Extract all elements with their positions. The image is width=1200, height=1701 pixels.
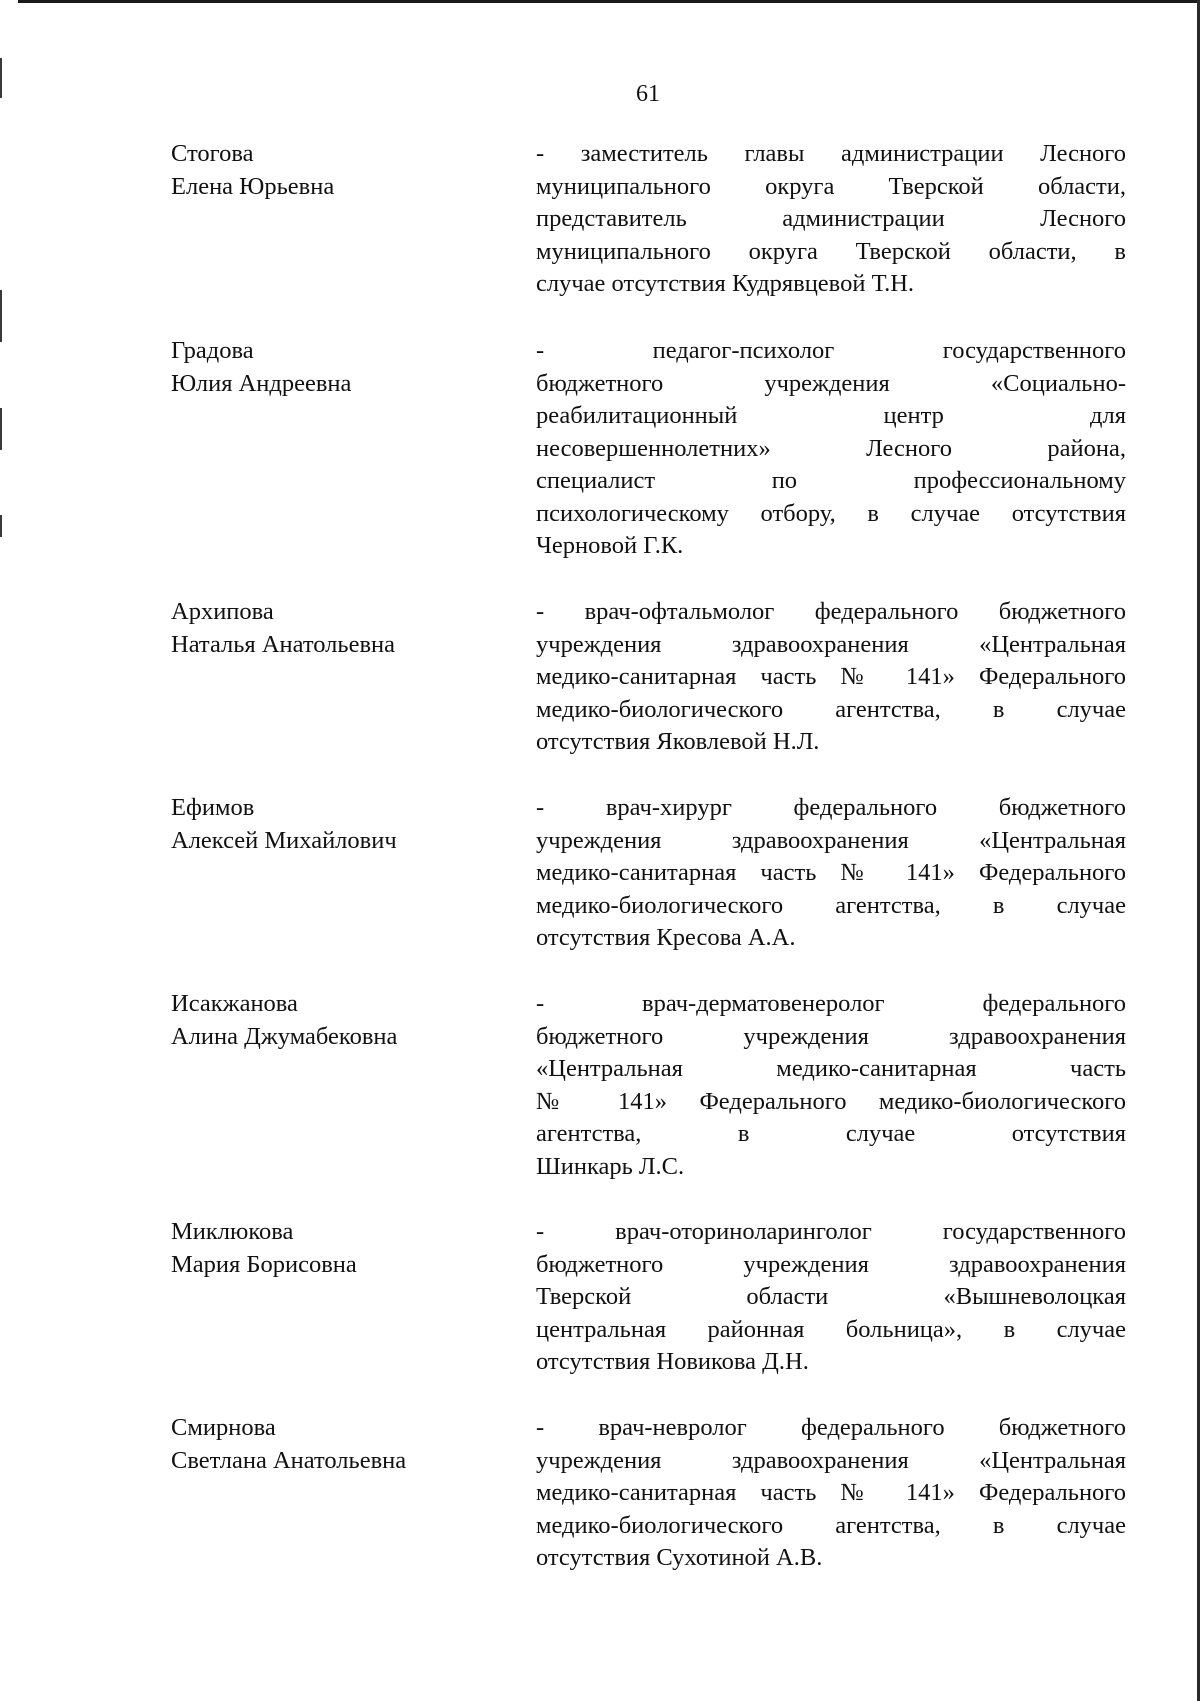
member-name (171, 1216, 501, 1281)
member-role-line: Шинкарь Л.С. (536, 1152, 685, 1180)
member-role-line: «Центральная медико-санитарная часть (536, 1055, 1126, 1082)
member-role-line: психологическому отбору, в случае отсутствия (536, 499, 1126, 527)
member-surname: Архипова (171, 598, 274, 625)
member-surname: Ефимов (171, 794, 255, 821)
member-role-line: представитель администрации Лесного (536, 205, 1126, 232)
member-role (536, 988, 1126, 1183)
member-name (171, 988, 501, 1053)
member-name (171, 596, 501, 661)
member-given-names: Алина Джумабековна (171, 1022, 398, 1050)
member-role-line: - педагог-психолог государственного (536, 337, 1126, 364)
member-role-line: медико-санитарная часть № 141» Федерального (536, 1479, 1126, 1506)
member-role-line: учреждения здравоохранения «Центральная (536, 826, 1126, 854)
member-role-line: Тверской области «Вышневолоцкая (536, 1283, 1126, 1310)
member-role-line: медико-биологического агентства, в случае (536, 891, 1126, 919)
scan-edge-mark (0, 408, 2, 450)
member-given-names: Мария Борисовна (171, 1250, 357, 1278)
member-role-line: центральная районная больница», в случае (536, 1315, 1126, 1343)
member-given-names: Светлана Анатольевна (171, 1446, 407, 1474)
member-role-line: агентства, в случае отсутствия (536, 1120, 1126, 1147)
member-name (171, 1412, 501, 1477)
member-role-line: несовершеннолетних» Лесного района, (536, 434, 1126, 462)
member-role-line: медико-санитарная часть № 141» Федерального (536, 663, 1126, 690)
member-role-line: специалист по профессиональному (536, 467, 1126, 494)
member-role-line: Черновой Г.К. (536, 532, 684, 559)
member-role-line: медико-биологического агентства, в случае (536, 695, 1126, 723)
member-given-names: Алексей Михайлович (171, 826, 397, 854)
member-role-line: - врач-офтальмолог федерального бюджетного (536, 598, 1126, 625)
member-role (536, 335, 1126, 563)
member-surname: Градова (171, 337, 254, 364)
scan-edge-top (18, 0, 1200, 3)
member-given-names: Наталья Анатольевна (171, 630, 396, 658)
member-role (536, 792, 1126, 955)
member-role-line: муниципального округа Тверской области, (536, 172, 1126, 200)
scan-edge-mark (0, 58, 2, 98)
member-role (536, 1412, 1126, 1575)
member-role-line: медико-санитарная часть № 141» Федерального (536, 859, 1126, 886)
member-role-line: - врач-дерматовенеролог федерального (536, 990, 1126, 1017)
member-role (536, 596, 1126, 759)
member-role-line: отсутствия Кресова А.А. (536, 924, 796, 951)
member-name (171, 138, 501, 203)
member-name (171, 335, 501, 400)
member-surname: Миклюкова (171, 1218, 294, 1245)
member-role (536, 138, 1126, 301)
member-role-line: бюджетного учреждения здравоохранения (536, 1022, 1126, 1050)
member-given-names: Юлия Андреевна (171, 369, 352, 397)
member-surname: Исакжанова (171, 990, 298, 1017)
member-role-line: случае отсутствия Кудрявцевой Т.Н. (536, 270, 915, 297)
member-role-line: № 141» Федерального медико-биологического (536, 1087, 1126, 1115)
member-role-line: - врач-хирург федерального бюджетного (536, 794, 1126, 821)
member-role-line: отсутствия Яковлевой Н.Л. (536, 728, 820, 755)
member-surname: Смирнова (171, 1414, 276, 1441)
member-role-line: медико-биологического агентства, в случае (536, 1511, 1126, 1539)
member-role-line: муниципального округа Тверской области, в (536, 237, 1126, 265)
member-role (536, 1216, 1126, 1379)
member-role-line: отсутствия Новикова Д.Н. (536, 1348, 809, 1375)
scan-edge-mark (0, 290, 2, 342)
member-role-line: реабилитационный центр для (536, 402, 1126, 429)
member-role-line: бюджетного учреждения здравоохранения (536, 1250, 1126, 1278)
member-role-line: - заместитель главы администрации Лесного (536, 140, 1126, 167)
member-role-line: - врач-оториноларинголог государственного (536, 1218, 1126, 1245)
member-role-line: учреждения здравоохранения «Центральная (536, 1446, 1126, 1474)
member-surname: Стогова (171, 140, 254, 167)
member-role-line: - врач-невролог федерального бюджетного (536, 1414, 1126, 1441)
page-number: 61 (636, 81, 660, 107)
scan-edge-mark (0, 515, 2, 537)
member-name (171, 792, 501, 857)
member-role-line: отсутствия Сухотиной А.В. (536, 1544, 823, 1571)
member-given-names: Елена Юрьевна (171, 172, 335, 200)
member-role-line: бюджетного учреждения «Социально- (536, 369, 1126, 397)
member-role-line: учреждения здравоохранения «Центральная (536, 630, 1126, 658)
